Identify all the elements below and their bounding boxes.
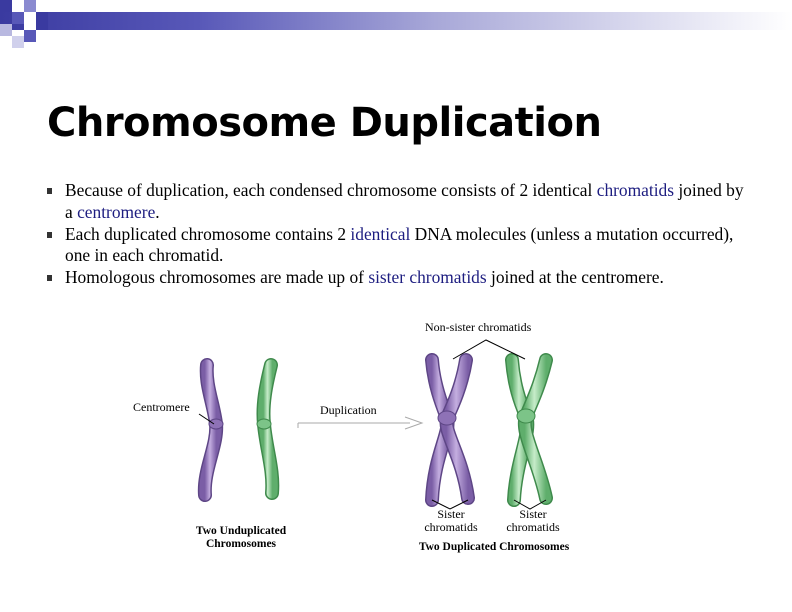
duplicated-purple-chromosome: [432, 360, 468, 500]
bullet-item: Because of duplication, each condensed chromosome consists of 2 identical chromatids joined by a centromere.: [47, 180, 747, 224]
sister-chromatids-label: Sister chromatids: [424, 507, 478, 534]
non-sister-chromatids-label: Non-sister chromatids: [425, 320, 532, 334]
duplicated-green-chromosome: [512, 360, 546, 500]
duplication-label: Duplication: [320, 403, 377, 417]
caption-unduplicated: Two Unduplicated Chromosomes: [195, 525, 287, 550]
unduplicated-green-chromosome: [257, 365, 272, 493]
bullet-item: Homologous chromosomes are made up of sister chromatids joined at the centromere.: [47, 267, 747, 289]
page-title: Chromosome Duplication: [47, 100, 602, 146]
unduplicated-purple-chromosome: [205, 365, 223, 495]
caption-duplicated: Two Duplicated Chromosomes: [418, 541, 570, 553]
centromere-label: Centromere: [133, 400, 190, 414]
sister-chromatids-label: Sister chromatids: [506, 507, 560, 534]
duplication-arrow: [298, 417, 422, 429]
bullet-item: Each duplicated chromosome contains 2 identical DNA molecules (unless a mutation occurred), one in each chromatid.: [47, 224, 747, 268]
